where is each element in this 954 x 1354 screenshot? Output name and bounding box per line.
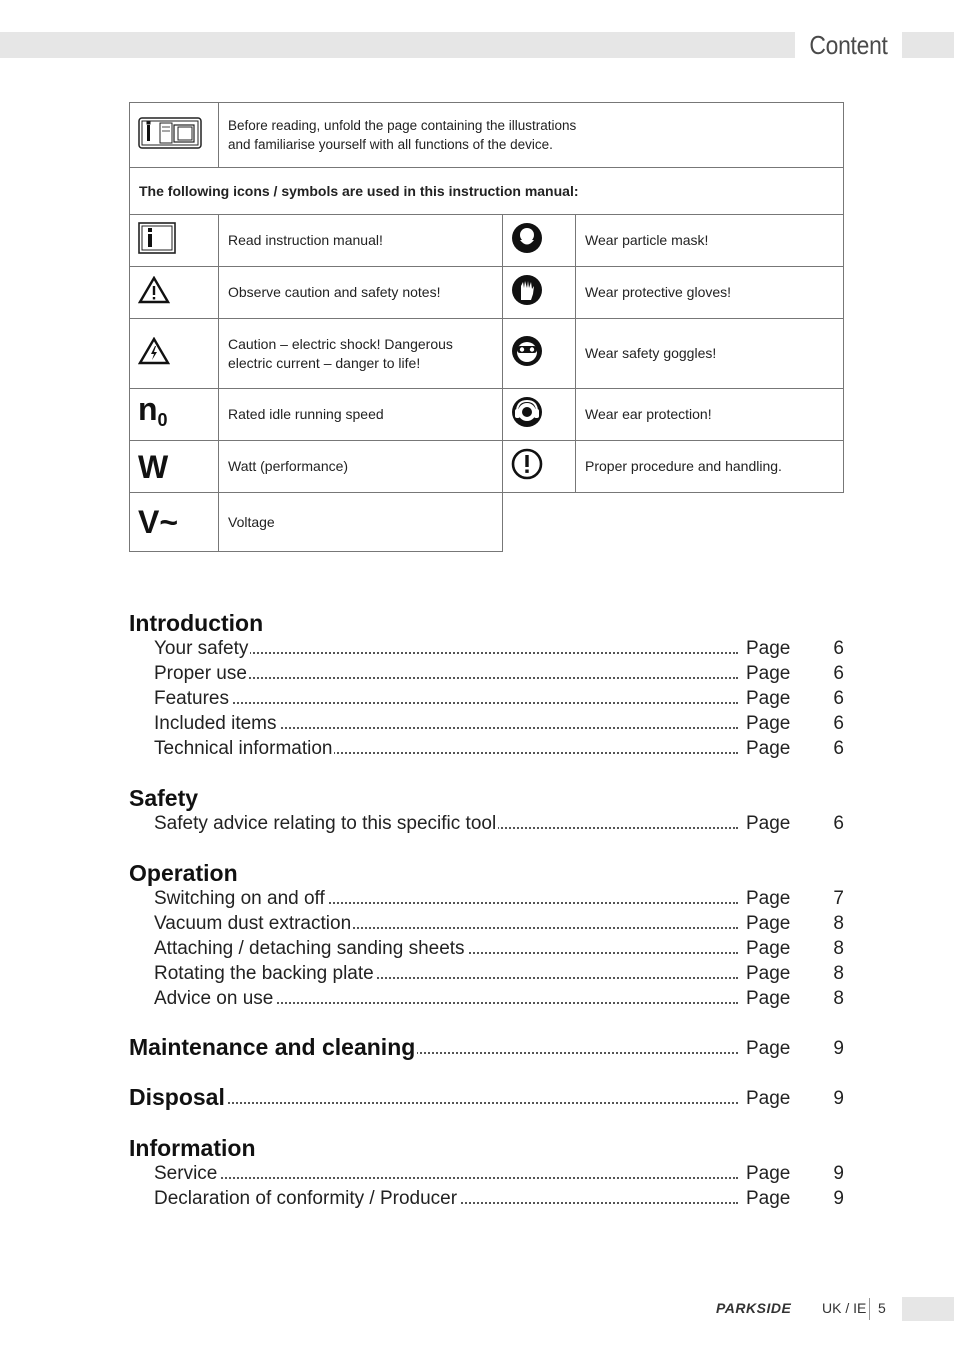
symbol-desc: Wear safety goggles!: [576, 319, 844, 389]
toc-entry-label: Proper use: [154, 663, 247, 684]
symbol-desc: Caution – electric shock! Dangerous electric current – danger to life!: [219, 319, 503, 389]
toc-entry-label: Features: [154, 688, 229, 709]
page-number: 6: [833, 688, 844, 709]
page-number: 9: [833, 1088, 844, 1109]
page-number: 9: [833, 1163, 844, 1184]
symbol-desc: Wear ear protection!: [576, 389, 844, 441]
toc-entry-label: Service: [154, 1163, 218, 1184]
page-number: 8: [833, 988, 844, 1009]
sym-w: W: [138, 448, 169, 485]
symbol-desc: Observe caution and safety notes!: [219, 267, 503, 319]
toc-entry[interactable]: [154, 1188, 844, 1212]
brand-logo: PARKSIDE: [716, 1300, 792, 1316]
symbol-desc: Wear protective gloves!: [576, 267, 844, 319]
toc-entry[interactable]: [154, 963, 844, 987]
page-word: Page: [746, 888, 791, 909]
particle-mask-icon: [503, 215, 576, 267]
page-number: 6: [833, 638, 844, 659]
safety-goggles-icon: [503, 319, 576, 389]
toc-entry[interactable]: [154, 1163, 844, 1187]
page-number: 6: [833, 813, 844, 834]
page-word: Page: [746, 663, 791, 684]
page-word: Page: [746, 688, 791, 709]
symbols-notice: The following icons / symbols are used in this instruction manual:: [130, 168, 844, 215]
symbol-desc: Wear particle mask!: [576, 215, 844, 267]
page-number: 8: [833, 963, 844, 984]
toc-section-title: Operation: [129, 860, 238, 886]
toc-section-entry[interactable]: [129, 1084, 844, 1112]
symbol-desc: Read instruction manual!: [219, 215, 503, 267]
header-bar-left: [0, 32, 795, 58]
page-word: Page: [746, 963, 791, 984]
toc-entry-label: Vacuum dust extraction: [154, 913, 352, 934]
page-word: Page: [746, 638, 791, 659]
ear-protection-icon: [503, 389, 576, 441]
page-number: 9: [833, 1038, 844, 1059]
intro-text-line-2: and familiarise yourself with all functions of the device.: [228, 137, 553, 152]
page-number-footer: 5: [878, 1300, 886, 1316]
page-word: Page: [746, 1188, 791, 1209]
idle-speed-symbol: [130, 389, 219, 441]
toc-section-title: Maintenance and cleaning: [129, 1034, 416, 1060]
toc-section-title: Introduction: [129, 610, 264, 636]
leader-dots: [154, 702, 738, 704]
toc-entry-label: Advice on use: [154, 988, 274, 1009]
page-word: Page: [746, 813, 791, 834]
symbols-table: [129, 102, 844, 552]
symbol-desc: Watt (performance): [219, 441, 503, 493]
protective-gloves-icon: [503, 267, 576, 319]
toc-entry-label: Safety advice relating to this specific tool: [154, 813, 497, 834]
symbol-desc: Voltage: [219, 493, 503, 552]
page-number: 8: [833, 938, 844, 959]
toc-entry[interactable]: [154, 713, 844, 737]
page-number: 6: [833, 663, 844, 684]
sym-n-sub: 0: [157, 410, 168, 430]
toc-entry[interactable]: [154, 988, 844, 1012]
header-bar-right: [902, 32, 954, 58]
toc-section-title: Disposal: [129, 1084, 225, 1110]
toc-entry[interactable]: [154, 813, 844, 837]
toc-entry[interactable]: [154, 638, 844, 662]
toc-entry[interactable]: [154, 913, 844, 937]
page-number: 6: [833, 713, 844, 734]
electric-shock-icon: [130, 319, 219, 389]
leader-dots: [154, 1177, 738, 1179]
watt-symbol: [130, 441, 219, 493]
unfold-manual-icon: [130, 103, 219, 168]
toc-entry[interactable]: [154, 688, 844, 712]
toc-entry-label: Attaching / detaching sanding sheets: [154, 938, 465, 959]
voltage-symbol: [130, 493, 219, 552]
read-manual-icon: [130, 215, 219, 267]
symbol-desc: Rated idle running speed: [219, 389, 503, 441]
toc-entry-label: Included items: [154, 713, 277, 734]
sym-v: V~: [138, 504, 179, 540]
toc-section-title: Information: [129, 1135, 256, 1161]
page-number: 7: [833, 888, 844, 909]
toc-entry-label: Declaration of conformity / Producer: [154, 1188, 458, 1209]
page-word: Page: [746, 713, 791, 734]
language-code: UK / IE: [822, 1300, 867, 1316]
toc-entry[interactable]: [154, 663, 844, 687]
toc-section-entry[interactable]: [129, 1034, 844, 1062]
page-word: Page: [746, 738, 791, 759]
page-number: 9: [833, 1188, 844, 1209]
toc-entry-label: Switching on and off: [154, 888, 325, 909]
footer-divider: [869, 1298, 870, 1320]
toc-entry-label: Rotating the backing plate: [154, 963, 374, 984]
page-word: Page: [746, 1163, 791, 1184]
toc-entry-label: Technical information: [154, 738, 333, 759]
page-word: Page: [746, 1088, 791, 1109]
footer-bar: [902, 1297, 954, 1321]
page-word: Page: [746, 938, 791, 959]
intro-text-line-1: Before reading, unfold the page containing the illustrations: [228, 118, 577, 133]
page-word: Page: [746, 913, 791, 934]
symbol-desc: Proper procedure and handling.: [576, 441, 844, 493]
toc-entry[interactable]: [154, 888, 844, 912]
toc-entry-label: Your safety: [154, 638, 249, 659]
page-word: Page: [746, 1038, 791, 1059]
exclamation-icon: [503, 441, 576, 493]
toc-section-title: Safety: [129, 785, 199, 811]
toc-entry[interactable]: [154, 938, 844, 962]
page-title: Content: [809, 30, 888, 60]
sym-n: n: [138, 391, 158, 427]
toc-entry[interactable]: [154, 738, 844, 762]
page-number: 8: [833, 913, 844, 934]
page-word: Page: [746, 988, 791, 1009]
warning-triangle-icon: [130, 267, 219, 319]
page-number: 6: [833, 738, 844, 759]
